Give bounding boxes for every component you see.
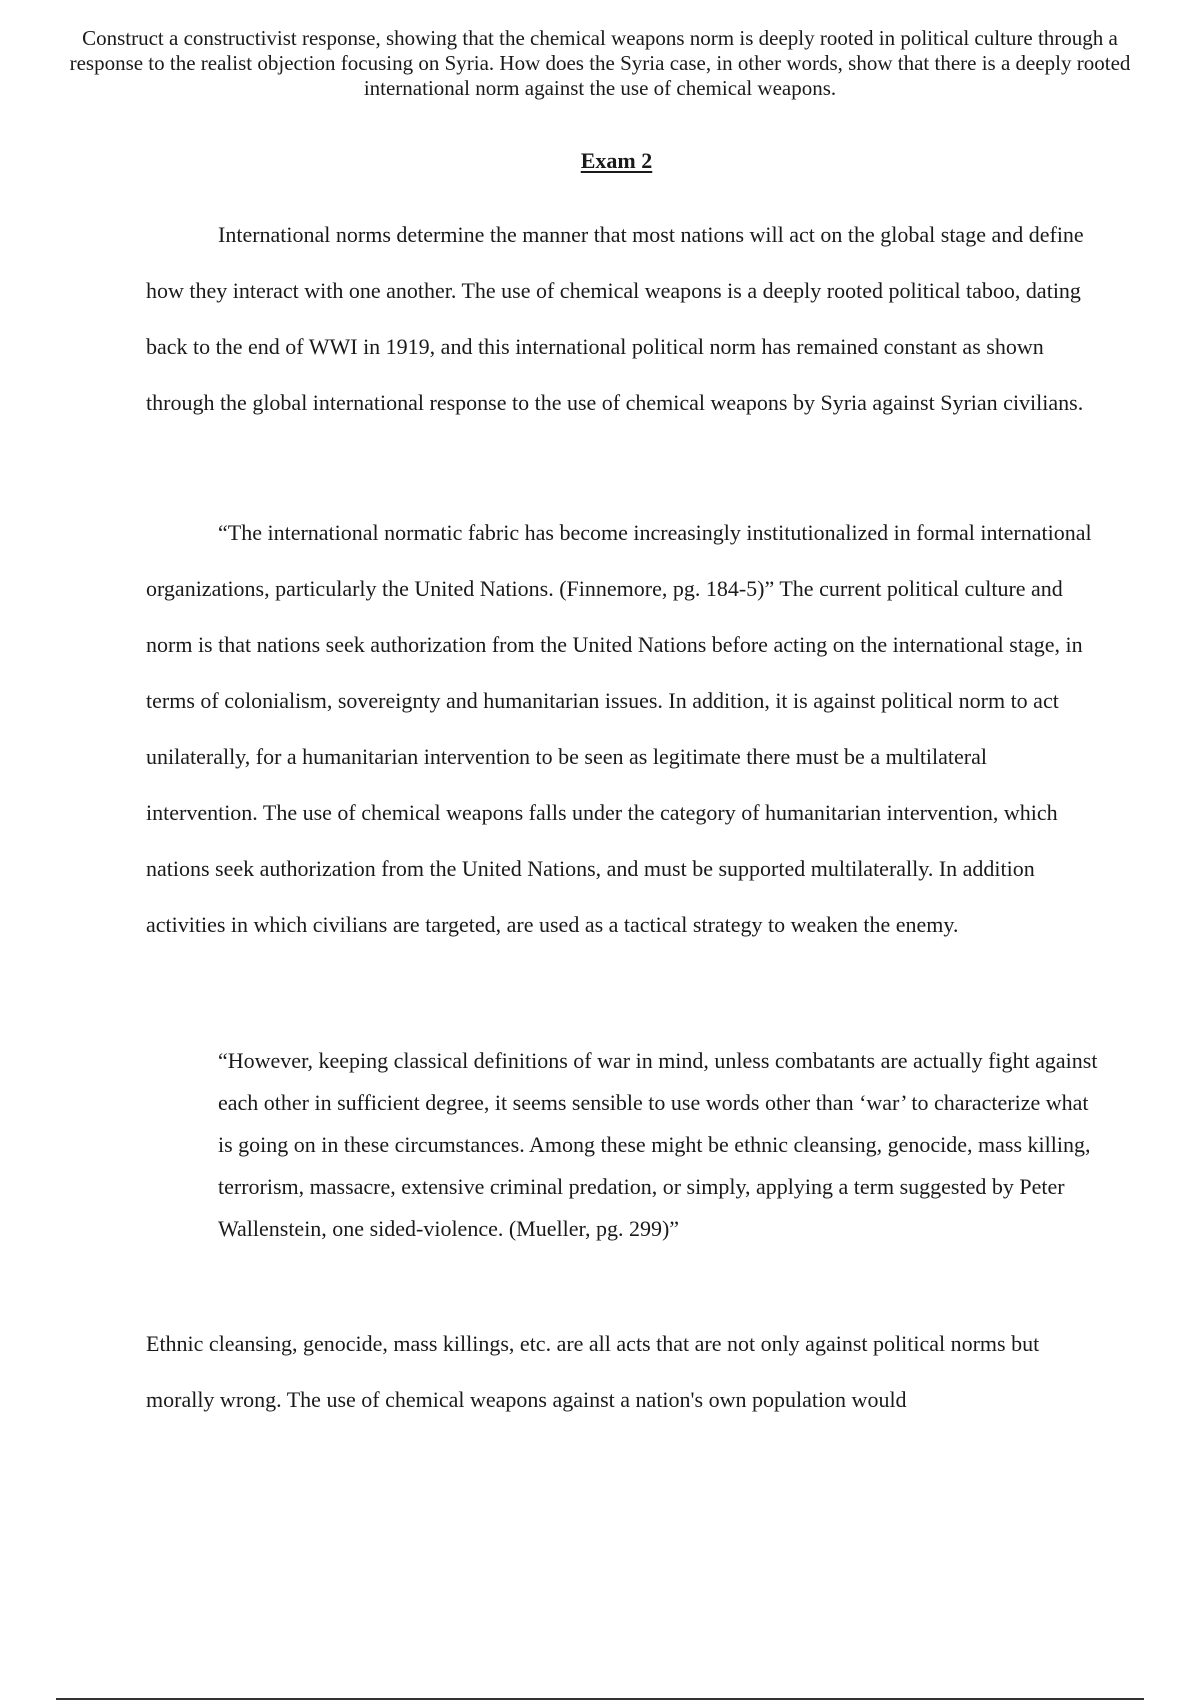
paragraph-un-norms: “The international normatic fabric has become increasingly institutionalized in formal international organizations, particularly the United Nations. (Finnemore, pg. 184-5)” The current political culture and norm is that nations seek authorization from the United Nations before acting on the international stage, in terms of colonialism, sovereignty and humanitarian issues. In addition, it is against political norm to act unilaterally, for a humanitarian intervention to be seen as legitimate there must be a multilateral intervention. The use of chemical weapons falls under the category of humanitarian intervention, which nations seek authorization from the United Nations, and must be supported multilaterally. In addition activities in which civilians are targeted, are used as a tactical strategy to weaken the enemy.: [146, 520, 1092, 937]
assignment-prompt: Construct a constructivist response, showing that the chemical weapons norm is deeply rooted in political culture through a response to the realist objection focusing on Syria. How does the Syria case, in other words, show that there is a deeply rooted international norm against the use of chemical weapons.: [69, 26, 1131, 100]
block-quote-mueller: “However, keeping classical definitions of war in mind, unless combatants are actually fight against each other in sufficient degree, it seems sensible to use words other than ‘war’ to characterize what is going on in these circumstances. Among these might be ethnic cleansing, genocide, mass killing, terrorism, massacre, extensive criminal predation, or simply, applying a term suggested by Peter Wallenstein, one sided-violence. (Mueller, pg. 299)”: [218, 1048, 1098, 1241]
page-title: Exam 2: [580, 148, 653, 173]
paragraph-ethnic-cleansing: Ethnic cleansing, genocide, mass killings, etc. are all acts that are not only against political norms but morally wrong. The use of chemical weapons against a nation's own population would: [146, 1331, 1040, 1412]
paragraph-introduction: International norms determine the manner that most nations will act on the global stage and define how they interact with one another. The use of chemical weapons is a deeply rooted political taboo, dating back to the end of WWI in 1919, and this international political norm has remained constant as shown through the global international response to the use of chemical weapons by Syria against Syrian civilians.: [146, 222, 1084, 415]
